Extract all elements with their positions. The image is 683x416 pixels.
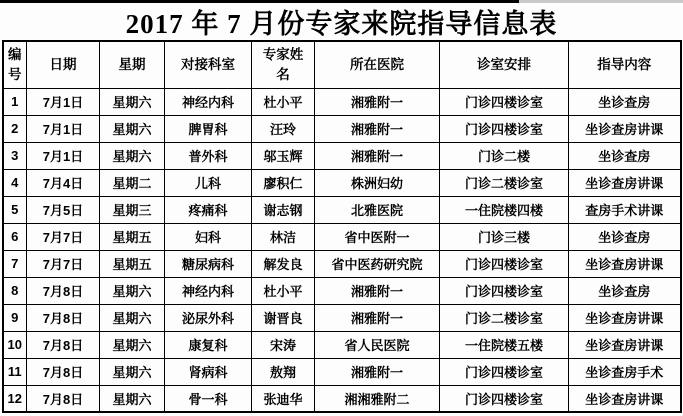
date-cell: 7月5日: [27, 196, 100, 223]
hospital-cell: 湘雅附一: [315, 88, 440, 115]
guidance-content-cell: 坐诊查房讲课: [569, 115, 681, 142]
expert-name-cell: 宋涛: [252, 331, 315, 358]
department-cell: 糖尿病科: [165, 250, 252, 277]
row-number-cell: 3: [3, 142, 27, 169]
room-arrangement-cell: 门诊四楼诊室: [440, 358, 569, 385]
date-cell: 7月1日: [27, 88, 100, 115]
column-header-label: 日期: [49, 56, 77, 72]
column-header-label: 星期: [118, 56, 146, 72]
guidance-content-cell: 坐诊查房: [569, 223, 681, 250]
guidance-content-cell: 坐诊查房讲课: [569, 331, 681, 358]
table-row: [3, 304, 681, 331]
table-body: [3, 88, 681, 412]
weekday-cell: 星期六: [100, 331, 165, 358]
row-number-cell: 11: [3, 358, 27, 385]
date-cell: 7月7日: [27, 223, 100, 250]
expert-name-cell: 谢晋良: [252, 304, 315, 331]
table-row: [3, 88, 681, 115]
table-row: [3, 250, 681, 277]
room-arrangement-cell: 门诊四楼诊室: [440, 88, 569, 115]
expert-name-cell: 林洁: [252, 223, 315, 250]
table-row: [3, 331, 681, 358]
row-number-cell: 12: [3, 385, 27, 412]
expert-name-cell: 廖积仁: [252, 169, 315, 196]
hospital-cell: 湘雅附一: [315, 358, 440, 385]
date-cell: 7月7日: [27, 250, 100, 277]
department-cell: 神经内科: [165, 88, 252, 115]
expert-name-cell: 邬玉辉: [252, 142, 315, 169]
department-cell: 疼痛科: [165, 196, 252, 223]
weekday-cell: 星期六: [100, 88, 165, 115]
expert-name-cell: 敖翔: [252, 358, 315, 385]
table-row: [3, 385, 681, 412]
row-number-cell: 1: [3, 88, 27, 115]
table-row: [3, 358, 681, 385]
room-arrangement-cell: 门诊三楼: [440, 223, 569, 250]
column-header-row-number: [3, 41, 27, 88]
expert-name-cell: 汪玲: [252, 115, 315, 142]
room-arrangement-cell: 门诊四楼诊室: [440, 385, 569, 412]
department-cell: 康复科: [165, 331, 252, 358]
weekday-cell: 星期五: [100, 250, 165, 277]
date-cell: 7月4日: [27, 169, 100, 196]
department-cell: 妇科: [165, 223, 252, 250]
hospital-cell: 湘雅附一: [315, 304, 440, 331]
date-cell: 7月8日: [27, 331, 100, 358]
date-cell: 7月8日: [27, 358, 100, 385]
hospital-cell: 湘雅附一: [315, 115, 440, 142]
weekday-cell: 星期六: [100, 277, 165, 304]
table-row: [3, 277, 681, 304]
hospital-cell: 省中医药研究院: [315, 250, 440, 277]
page-title: 2017 年 7 月份专家来院指导信息表: [125, 9, 558, 39]
date-cell: 7月1日: [27, 142, 100, 169]
weekday-cell: 星期六: [100, 115, 165, 142]
hospital-cell: 湘雅附一: [315, 142, 440, 169]
department-cell: 神经内科: [165, 277, 252, 304]
row-number-cell: 4: [3, 169, 27, 196]
column-header-room-arrangement: [440, 41, 569, 88]
hospital-cell: 湘湘雅附二: [315, 385, 440, 412]
department-cell: 普外科: [165, 142, 252, 169]
department-cell: 肾病科: [165, 358, 252, 385]
room-arrangement-cell: 门诊二楼: [440, 142, 569, 169]
guidance-content-cell: 坐诊查房手术: [569, 358, 681, 385]
room-arrangement-cell: 一住院楼四楼: [440, 196, 569, 223]
column-header-date: [27, 41, 100, 88]
guidance-content-cell: 坐诊查房讲课: [569, 169, 681, 196]
guidance-content-cell: 坐诊查房讲课: [569, 385, 681, 412]
guidance-content-cell: 查房手术讲课: [569, 196, 681, 223]
header-row: [3, 41, 681, 88]
date-cell: 7月8日: [27, 277, 100, 304]
column-header-guidance-content: [569, 41, 681, 88]
row-number-cell: 6: [3, 223, 27, 250]
hospital-cell: 省人民医院: [315, 331, 440, 358]
row-number-cell: 10: [3, 331, 27, 358]
table-header: [3, 41, 681, 88]
weekday-cell: 星期三: [100, 196, 165, 223]
column-header-label: 对接科室: [181, 56, 235, 72]
department-cell: 儿科: [165, 169, 252, 196]
room-arrangement-cell: 门诊二楼诊室: [440, 304, 569, 331]
column-header-label: 诊室安排: [477, 56, 531, 72]
expert-schedule-table: [2, 40, 682, 413]
date-cell: 7月1日: [27, 115, 100, 142]
guidance-content-cell: 坐诊查房: [569, 142, 681, 169]
column-header-weekday: [100, 41, 165, 88]
table-row: [3, 142, 681, 169]
row-number-cell: 7: [3, 250, 27, 277]
column-header-expert-name: [252, 41, 315, 88]
row-number-cell: 2: [3, 115, 27, 142]
guidance-content-cell: 坐诊查房讲课: [569, 304, 681, 331]
room-arrangement-cell: 门诊二楼诊室: [440, 169, 569, 196]
column-header-hospital: [315, 41, 440, 88]
column-header-label: 编号: [8, 47, 22, 82]
weekday-cell: 星期六: [100, 304, 165, 331]
guidance-content-cell: 坐诊查房: [569, 88, 681, 115]
hospital-cell: 省中医附一: [315, 223, 440, 250]
guidance-content-cell: 坐诊查房: [569, 277, 681, 304]
weekday-cell: 星期二: [100, 169, 165, 196]
expert-name-cell: 谢志钢: [252, 196, 315, 223]
column-header-label: 指导内容: [597, 56, 652, 72]
expert-name-cell: 杜小平: [252, 277, 315, 304]
weekday-cell: 星期六: [100, 385, 165, 412]
hospital-cell: 湘雅附一: [315, 277, 440, 304]
room-arrangement-cell: 一住院楼五楼: [440, 331, 569, 358]
expert-name-cell: 杜小平: [252, 88, 315, 115]
column-header-label: 专家姓名: [262, 47, 304, 82]
table-row: [3, 115, 681, 142]
weekday-cell: 星期六: [100, 358, 165, 385]
expert-name-cell: 解发良: [252, 250, 315, 277]
expert-name-cell: 张迪华: [252, 385, 315, 412]
row-number-cell: 5: [3, 196, 27, 223]
date-cell: 7月8日: [27, 304, 100, 331]
table-row: [3, 223, 681, 250]
table-row: [3, 196, 681, 223]
guidance-content-cell: 坐诊查房讲课: [569, 250, 681, 277]
weekday-cell: 星期五: [100, 223, 165, 250]
row-number-cell: 9: [3, 304, 27, 331]
department-cell: 脾胃科: [165, 115, 252, 142]
department-cell: 泌尿外科: [165, 304, 252, 331]
room-arrangement-cell: 门诊四楼诊室: [440, 277, 569, 304]
department-cell: 骨一科: [165, 385, 252, 412]
column-header-department: [165, 41, 252, 88]
room-arrangement-cell: 门诊四楼诊室: [440, 250, 569, 277]
column-header-label: 所在医院: [350, 56, 404, 72]
row-number-cell: 8: [3, 277, 27, 304]
table-row: [3, 169, 681, 196]
date-cell: 7月8日: [27, 385, 100, 412]
weekday-cell: 星期六: [100, 142, 165, 169]
room-arrangement-cell: 门诊四楼诊室: [440, 115, 569, 142]
hospital-cell: 北雅医院: [315, 196, 440, 223]
hospital-cell: 株洲妇幼: [315, 169, 440, 196]
